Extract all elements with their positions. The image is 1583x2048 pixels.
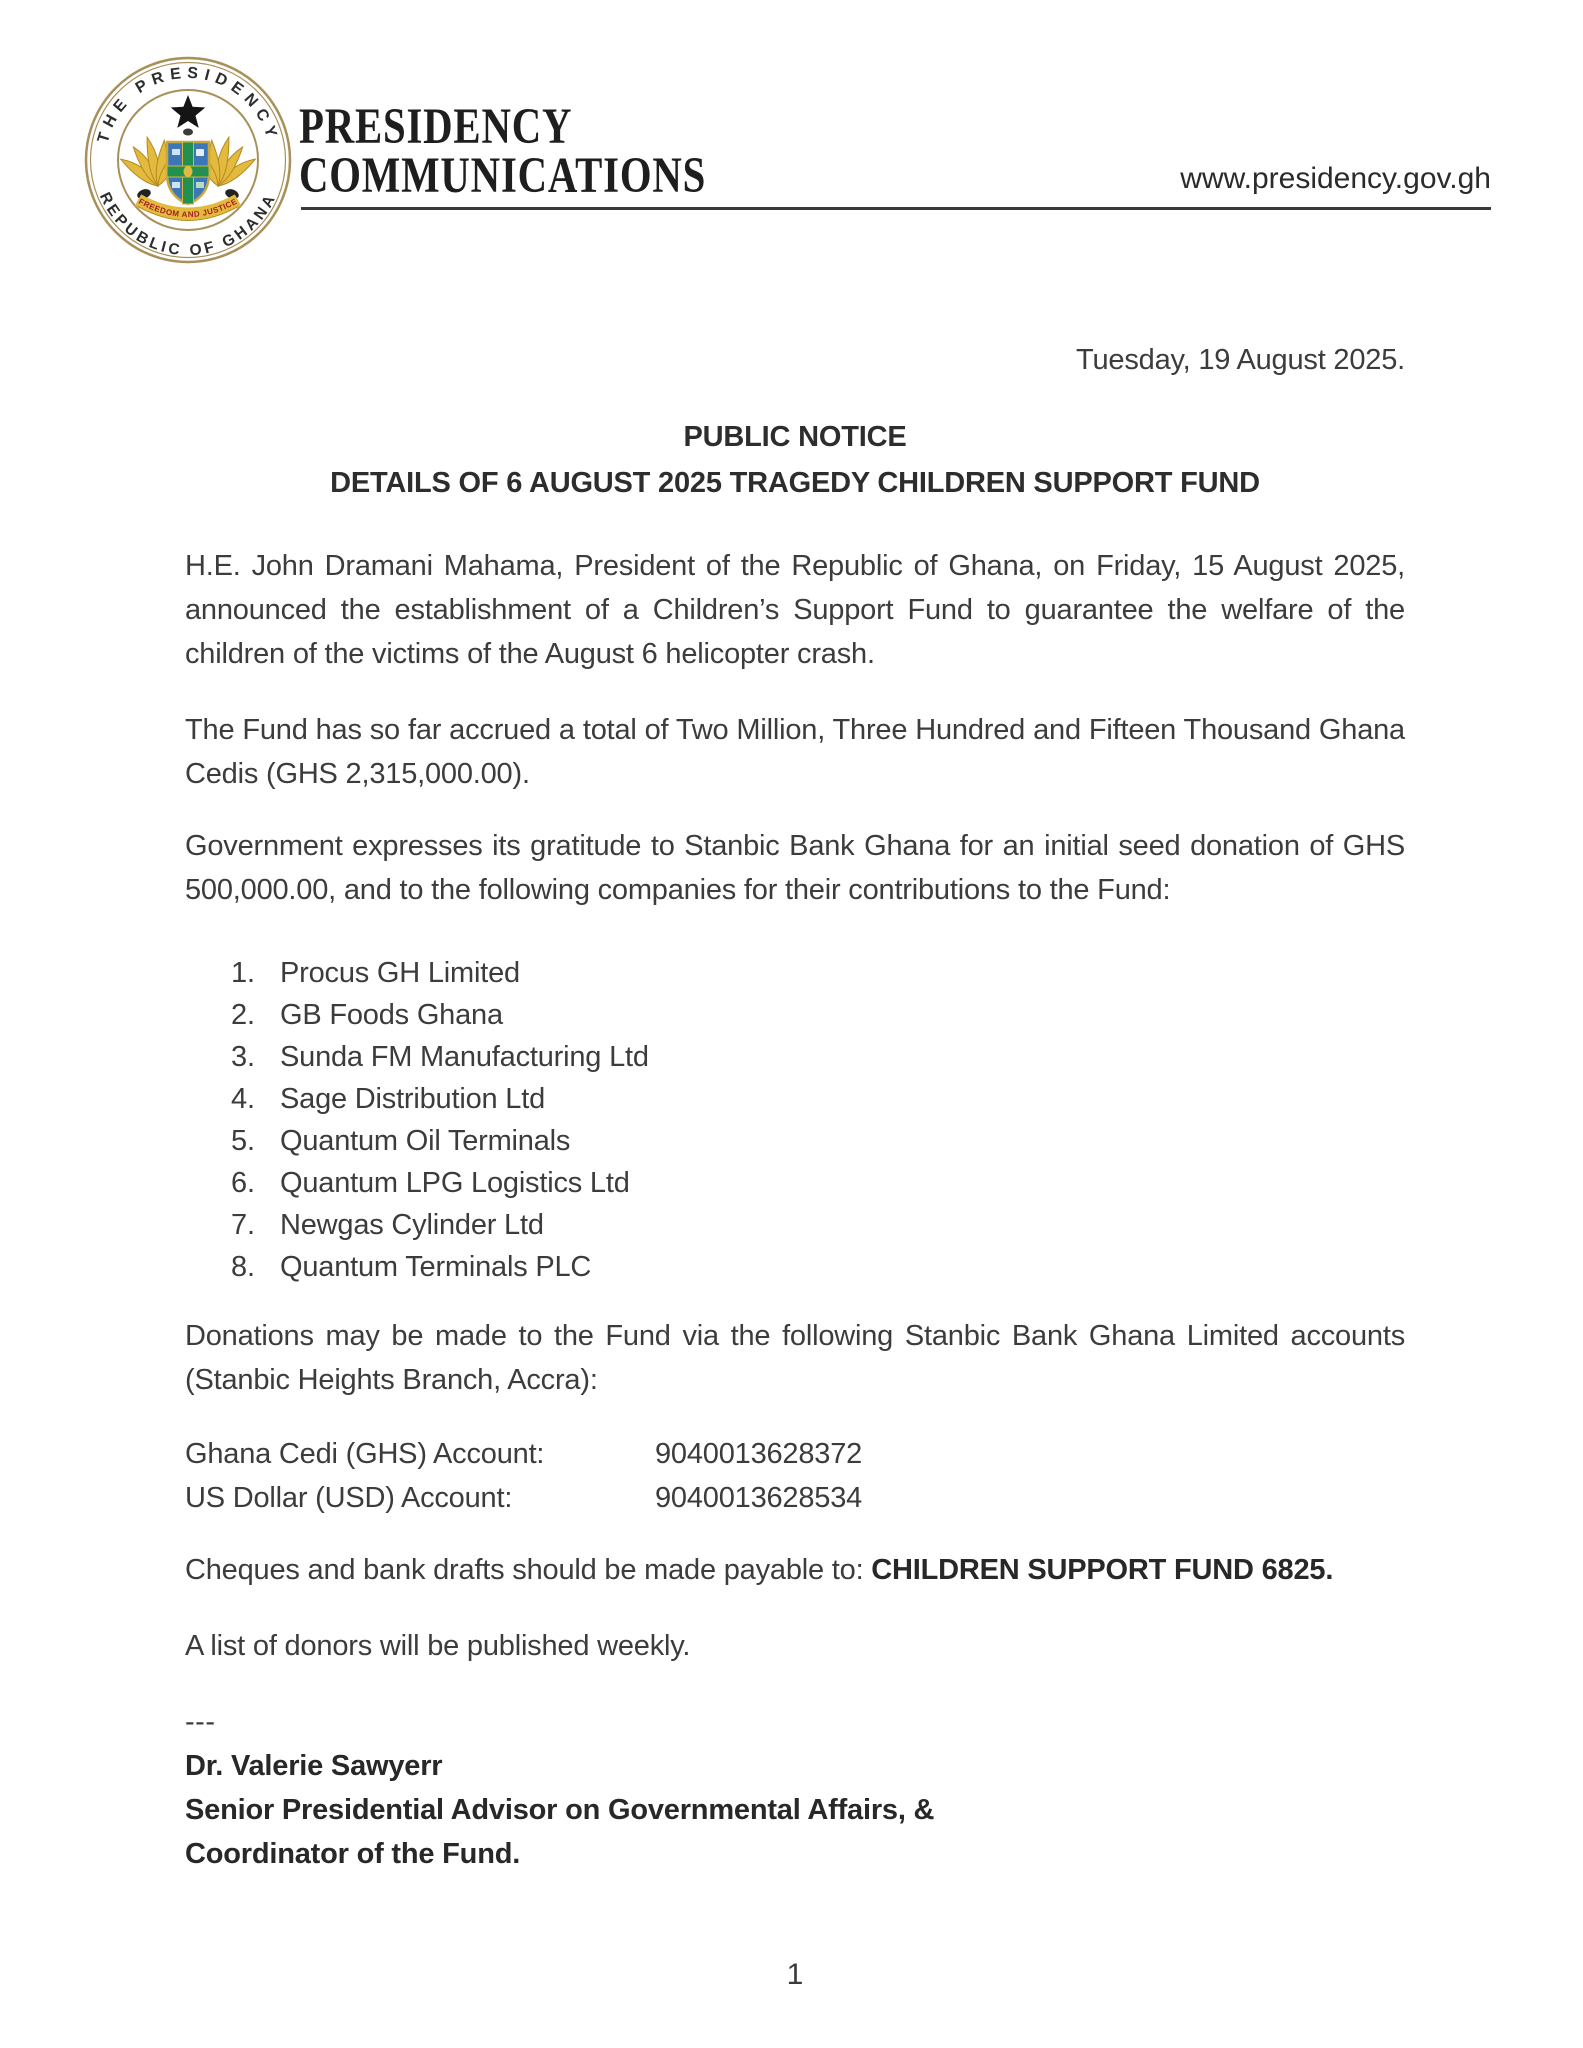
list-item: GB Foods Ghana <box>280 999 503 1031</box>
header-divider <box>301 207 1491 210</box>
paragraph-weekly: A list of donors will be published weekly. <box>185 1630 691 1662</box>
account-label: Ghana Cedi (GHS) Account: <box>185 1438 545 1470</box>
date-line: Tuesday, 19 August 2025. <box>1076 344 1405 376</box>
paragraph-gratitude: Government expresses its gratitude to Stanbic Bank Ghana for an initial seed donation of GHS 500,000.00, and to the following companies for their contributions to the Fund: <box>185 830 1405 906</box>
account-label: US Dollar (USD) Account: <box>185 1482 513 1514</box>
list-item: Quantum Oil Terminals <box>280 1125 571 1157</box>
list-item: Quantum LPG Logistics Ltd <box>280 1167 630 1199</box>
document-body <box>185 338 1405 1876</box>
account-row-ghs <box>185 1432 1405 1476</box>
paragraph-cheques <box>185 1548 1405 1592</box>
document-title <box>185 414 1405 506</box>
seal-bottom-text: REPUBLIC OF GHANA <box>95 189 281 260</box>
org-wordmark-line1: PRESIDENCY <box>299 99 573 155</box>
list-item: Sage Distribution Ltd <box>280 1083 546 1115</box>
donor-list <box>185 952 1405 1288</box>
account-row-usd <box>185 1476 1405 1520</box>
paragraph-fund-total: The Fund has so far accrued a total of Two Million, Three Hundred and Fifteen Thousand Ghana Cedis (GHS 2,315,000.00). <box>185 714 1405 790</box>
account-details <box>185 1432 1405 1520</box>
list-item: Quantum Terminals PLC <box>280 1251 592 1283</box>
account-number: 9040013628372 <box>655 1438 863 1470</box>
org-wordmark <box>299 99 707 204</box>
payee-name: CHILDREN SUPPORT FUND 6825. <box>871 1554 1334 1586</box>
seal-top-text: THE PRESIDENCY <box>94 64 282 145</box>
seal-banner-text: FREEDOM AND JUSTICE <box>137 196 239 220</box>
list-item: Sunda FM Manufacturing Ltd <box>280 1041 649 1073</box>
org-wordmark-line2: COMMUNICATIONS <box>299 148 707 204</box>
signatory-title-line1: Senior Presidential Advisor on Governmental Affairs, & <box>185 1794 935 1826</box>
presidency-seal <box>82 54 294 266</box>
list-item: Newgas Cylinder Ltd <box>280 1209 544 1241</box>
signature-block <box>185 1744 1405 1876</box>
page-number: 1 <box>786 1958 804 1991</box>
separator-dashes: --- <box>185 1706 216 1738</box>
website-url: www.presidency.gov.gh <box>1180 162 1491 195</box>
cheques-text: Cheques and bank drafts should be made payable to: <box>185 1554 872 1586</box>
signatory-name: Dr. Valerie Sawyerr <box>185 1750 443 1782</box>
list-item: Procus GH Limited <box>280 957 520 989</box>
account-number: 9040013628534 <box>655 1482 863 1514</box>
paragraph-donations: Donations may be made to the Fund via the following Stanbic Bank Ghana Limited accounts (Stanbic Heights Branch, Accra): <box>185 1320 1405 1396</box>
title-line1: PUBLIC NOTICE <box>683 421 907 453</box>
paragraph-announcement: H.E. John Dramani Mahama, President of the Republic of Ghana, on Friday, 15 August 2025, announced the establishment of a Children’s Support Fund to guarantee the welfare of the children of the victims of the August 6 helicopter crash. <box>185 550 1405 670</box>
title-line2: DETAILS OF 6 AUGUST 2025 TRAGEDY CHILDREN SUPPORT FUND <box>330 467 1260 499</box>
signatory-title-line2: Coordinator of the Fund. <box>185 1838 521 1870</box>
